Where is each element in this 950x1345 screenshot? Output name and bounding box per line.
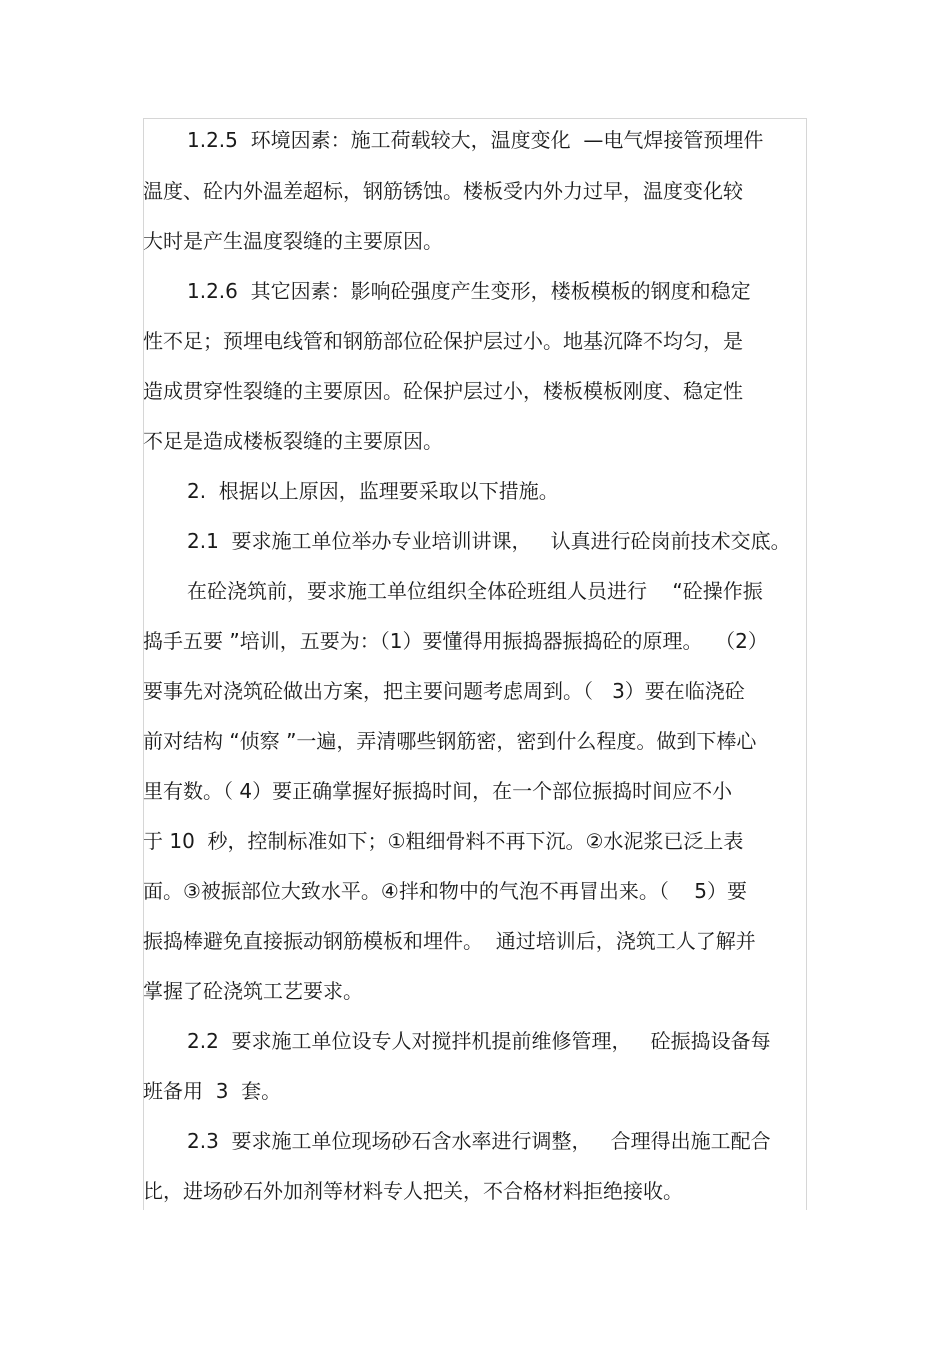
paragraph-line: 1.2.5 环境因素：施工荷载较大，温度变化 —电气焊接管预埋件 — [187, 128, 764, 152]
paragraph-line: 在砼浇筑前，要求施工单位组织全体砼班组人员进行 “砼操作振 — [187, 579, 763, 603]
paragraph-line: 里有数。（ 4）要正确掌握好振捣时间，在一个部位振捣时间应不小 — [143, 779, 733, 803]
paragraph-line: 掌握了砼浇筑工艺要求。 — [143, 979, 363, 1003]
paragraph-line: 大时是产生温度裂缝的主要原因。 — [143, 229, 443, 253]
paragraph-line: 前对结构 “侦察 ”一遍，弄清哪些钢筋密，密到什么程度。做到下棒心 — [143, 729, 757, 753]
paragraph-line: 振捣棒避免直接振动钢筋模板和埋件。 通过培训后，浇筑工人了解并 — [143, 929, 756, 953]
paragraph-line: 于 10 秒，控制标准如下；①粗细骨料不再下沉。②水泥浆已泛上表 — [143, 829, 744, 853]
paragraph-line: 不足是造成楼板裂缝的主要原因。 — [143, 429, 443, 453]
paragraph-line: 比，进场砂石外加剂等材料专人把关，不合格材料拒绝接收。 — [143, 1179, 683, 1203]
paragraph-line: 1.2.6 其它因素：影响砼强度产生变形，楼板模板的钢度和稳定 — [187, 279, 751, 303]
paragraph-line: 造成贯穿性裂缝的主要原因。砼保护层过小，楼板模板刚度、稳定性 — [143, 379, 743, 403]
paragraph-line: 要事先对浇筑砼做出方案，把主要问题考虑周到。（ 3）要在临浇砼 — [143, 679, 745, 703]
paragraph-line: 2.3 要求施工单位现场砂石含水率进行调整， 合理得出施工配合 — [187, 1129, 771, 1153]
paragraph-line: 面。③被振部位大致水平。④拌和物中的气泡不再冒出来。（ 5）要 — [143, 879, 748, 903]
paragraph-line: 2.1 要求施工单位举办专业培训讲课， 认真进行砼岗前技术交底。 — [187, 529, 791, 553]
paragraph-line: 班备用 3 套。 — [143, 1079, 282, 1103]
paragraph-line: 温度、砼内外温差超标，钢筋锈蚀。楼板受内外力过早，温度变化较 — [143, 179, 743, 203]
paragraph-line: 2.2 要求施工单位设专人对搅拌机提前维修管理， 砼振捣设备每 — [187, 1029, 771, 1053]
paragraph-line: 性不足；预埋电线管和钢筋部位砼保护层过小。地基沉降不均匀，是 — [143, 329, 743, 353]
section-heading: 2. 根据以上原因，监理要采取以下措施。 — [187, 479, 559, 503]
paragraph-line: 捣手五要 ”培训，五要为：（1）要懂得用振捣器振捣砼的原理。 （2） — [143, 629, 768, 653]
